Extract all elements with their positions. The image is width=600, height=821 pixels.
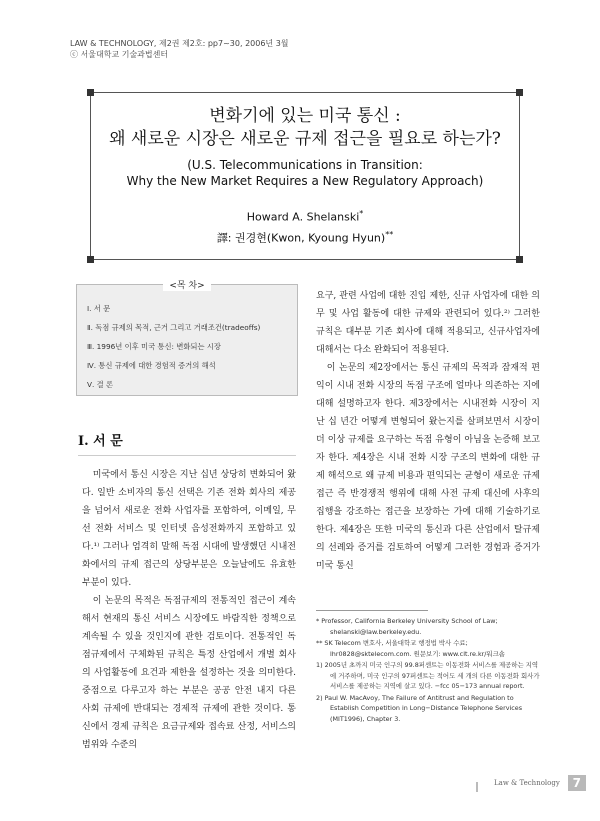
- footer-journal-label: Law & Technology: [494, 779, 560, 787]
- toc-heading: <목 차>: [77, 278, 297, 291]
- author-line: [91, 205, 519, 226]
- toc-list: [87, 299, 260, 394]
- toc-item: Ⅲ. 1996년 이후 미국 통신: 변화되는 시장: [87, 342, 221, 351]
- paragraph: 이 논문의 목적은 독점규제의 전통적인 접근이 계속해서 현재의 통신 서비스 시장에도 바람직한 정책으로 계속될 수 있을 것인지에 관한 검토이다. 전통적인 독점규제에서 구체화된 규칙은 특정 산업에서 개별 회사의 사업활동에 요건과 제한을 설정하는 것을 의미한다. 중점으로 다루고자 하는 부분은 공공 안전 내지 다른 사회 규제에 반대되는 경제적 규제에 관한 것이다. 통신에서 경제 규칙은 요금규제와 접속료 산정, 서비스의 범위와 수준의: [82, 596, 296, 750]
- toc-item: Ⅳ. 통신 규제에 대한 경험적 증거의 해석: [87, 361, 216, 370]
- footer-divider: [476, 782, 478, 792]
- translator-line: [91, 226, 519, 247]
- paragraph: 요구, 관련 사업에 대한 진입 제한, 신규 사업자에 대한 의무 및 사업 활동에 대한 규제와 관련되어 있다.²⁾ 그러한 규칙은 대부분 기존 회사에 대해 적용되고, 신규사업자에 대해서는 다소 완화되어 적용된다.: [316, 291, 540, 355]
- translator-footnote-mark: **: [385, 229, 394, 239]
- toc-item: Ⅴ. 결 론: [87, 380, 114, 389]
- footnote: 1) 2005년 초까지 미국 인구의 99.8퍼센트는 이동전화 서비스를 제공하는 지역에 거주하며, 미국 인구의 97퍼센트는 적어도 세 개의 다른 이동전화 회사가 서비스를 제공하는 지역에 살고 있다. −fcc 05−173 annual report.: [316, 661, 540, 690]
- page-footer: [494, 775, 586, 791]
- footnote: * Professor, California Berkeley University School of Law; shelanski@law.berkeley.edu.: [316, 617, 498, 636]
- author-footnote-mark: *: [359, 209, 364, 218]
- corner-square-icon: [87, 89, 94, 96]
- page-number: 7: [568, 775, 586, 791]
- section-heading: Ⅰ. 서 문: [78, 430, 296, 456]
- paragraph: 미국에서 통신 시장은 지난 십년 상당히 변화되어 왔다. 일반 소비자의 통신 선택은 기존 전화 회사의 제공을 넘어서 새로운 전화 사업자를 포함하여, 이메일, 무선 전화 서비스 및 인터넷 음성전화까지 포함하고 있다.¹⁾ 그러나 엄격히 말해 독점 시대에 발생했던 시내전화에서의 규제 접근의 상당부분은 오늘날에도 유효한 부분이 있다.: [82, 470, 296, 588]
- table-of-contents: [76, 281, 298, 396]
- english-title: [91, 157, 519, 189]
- journal-header: [70, 38, 289, 60]
- corner-square-icon: [516, 256, 523, 263]
- korean-title-line2: 왜 새로운 시장은 새로운 규제 접근을 필요로 하는가?: [109, 129, 501, 149]
- english-title-line2: Why the New Market Requires a New Regulatory Approach): [126, 174, 484, 188]
- footnote: 2) Paul W. MacAvoy, The Failure of Antitrust and Regulation to Establish Competition in Long−Distance Telephone Services (MIT1996), Chapter 3.: [316, 693, 523, 723]
- right-column: [316, 287, 540, 575]
- korean-title-line1: 변화기에 있는 미국 통신 :: [209, 106, 401, 126]
- corner-square-icon: [87, 256, 94, 263]
- footnote: ** SK Telecom 변호사, 서울대학교 행정법 박사 수료; lhr0828@sktelecom.com. 원문보기: www.clt.re.kr/워크숍: [316, 639, 505, 658]
- translator-name: 譯: 권경현(Kwon, Kyoung Hyun): [216, 231, 386, 245]
- left-column: [82, 466, 296, 754]
- journal-citation: LAW & TECHNOLOGY, 제2권 제2호: pp7~30, 2006년 3월: [70, 39, 289, 48]
- korean-title: [91, 105, 519, 151]
- toc-item: Ⅱ. 독점 규제의 목적, 근거 그리고 거래조건(tradeoffs): [87, 323, 261, 332]
- title-box: [90, 92, 520, 260]
- corner-square-icon: [516, 89, 523, 96]
- paragraph: 이 논문의 제2장에서는 통신 규제의 목적과 잠재적 편익이 시내 전화 시장의 독점 구조에 얼마나 의존하는 지에 대해 설명하고자 한다. 제3장에서는 시내전화 시장이 지난 십 년간 어떻게 변형되어 왔는지를 살펴보면서 시장이 더 이상 규제를 요구하는 독점 유형이 아님을 논증해 보고자 한다. 제4장은 시내 전화 시장 구조의 변화에 대한 규제 해석으로 왜 규제 비용과 편익되는 균형이 새로운 규제 접근 즉 반경쟁적 행위에 대해 사전 규제 대신에 사후의 집행을 강조하는 접근을 보장하는 가에 대해 기술하기로 한다. 제4장은 또한 미국의 통신과 다른 산업에서 탈규제의 선례와 증거를 검토하여 어떻게 그러한 경험과 증거가 미국 통신: [316, 363, 540, 571]
- authors: [91, 205, 519, 246]
- author-name: Howard A. Shelanski: [246, 210, 360, 224]
- journal-copyright: ⓒ 서울대학교 기술과법센터: [70, 50, 169, 59]
- english-title-line1: (U.S. Telecommunications in Transition:: [187, 158, 423, 172]
- footnotes: [316, 616, 540, 725]
- footnote-divider: [316, 610, 428, 611]
- toc-item: Ⅰ. 서 문: [87, 304, 111, 313]
